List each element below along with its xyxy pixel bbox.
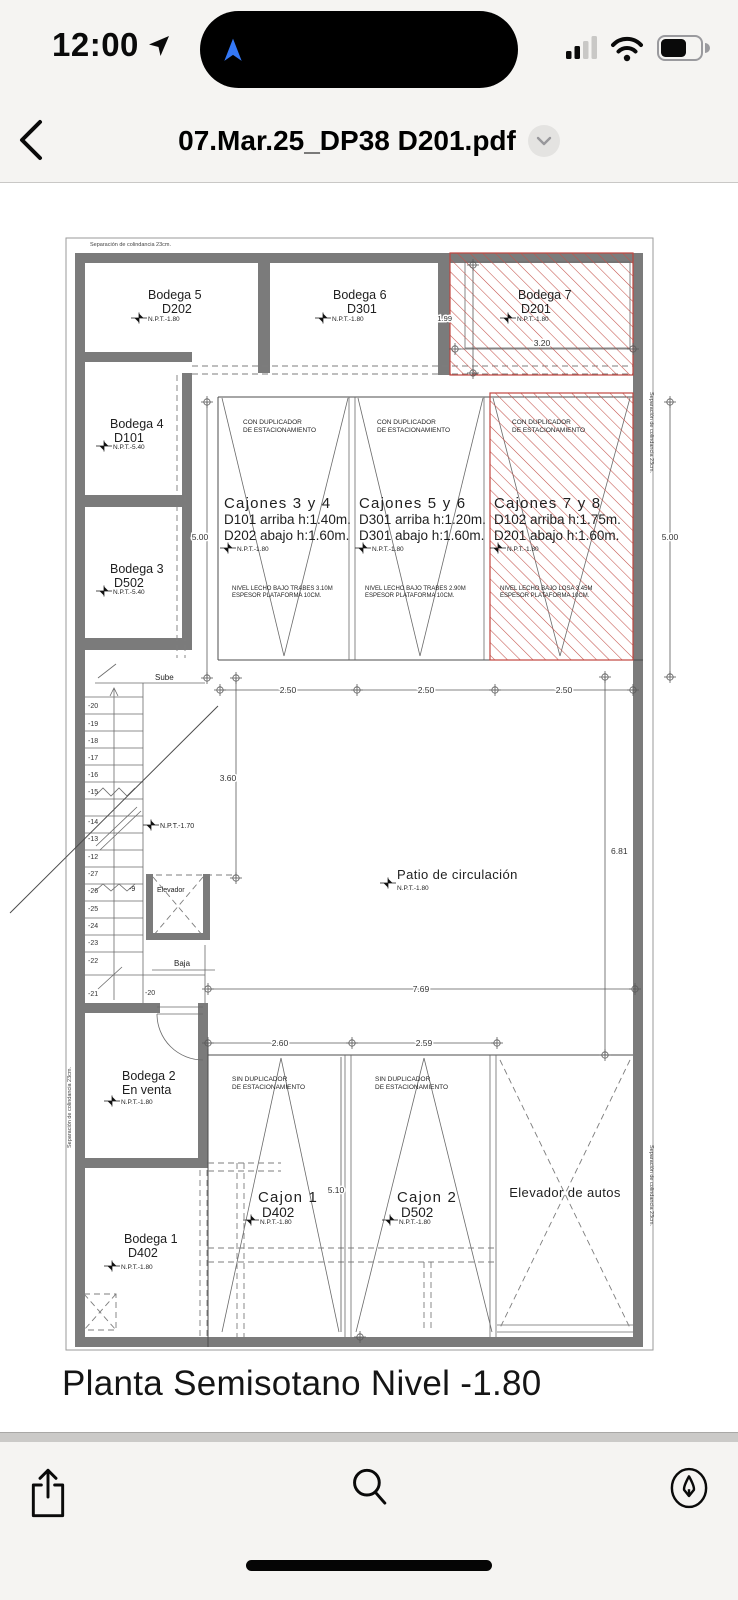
bay-npt: N.P.T.-1.80	[372, 546, 404, 553]
step-number: -19	[88, 721, 99, 728]
bay-level: NIVEL LECHO BAJO LOSA 3.45M	[500, 586, 593, 592]
dynamic-island[interactable]	[200, 11, 518, 88]
bay-note: CON DUPLICADOR	[512, 419, 571, 426]
bay-unit: D502	[401, 1205, 434, 1220]
status-icons	[566, 30, 716, 75]
margin-note-right-lower: Separación de colindancia 23cm.	[648, 1145, 654, 1227]
step-number: -26	[88, 888, 99, 895]
bay-line: D301 arriba h:1.20m.	[359, 512, 486, 527]
battery-icon	[658, 36, 710, 60]
room-unit: D402	[128, 1246, 158, 1260]
step-number: -17	[88, 755, 99, 762]
step-number: -22	[88, 958, 99, 965]
room-label: Bodega 5	[148, 288, 202, 302]
bay-note: DE ESTACIONAMIENTO	[375, 1084, 449, 1091]
step-number: -16	[88, 772, 99, 779]
bay-unit: D402	[262, 1205, 295, 1220]
room-unit: En venta	[122, 1083, 172, 1097]
room-npt: N.P.T.-1.80	[121, 1099, 153, 1106]
wifi-icon	[613, 39, 641, 61]
nav-bar	[0, 100, 738, 183]
step-number: -27	[88, 871, 99, 878]
status-bar	[0, 0, 738, 100]
patio-label: Patio de circulación	[397, 867, 518, 882]
room-npt: N.P.T.-1.80	[517, 316, 549, 323]
room-unit: D202	[162, 302, 192, 316]
step-number: -24	[88, 923, 99, 930]
room-label: Bodega 6	[333, 288, 387, 302]
dim: 5.00	[191, 532, 209, 542]
dim: 2.50	[555, 685, 573, 695]
bay-note: DE ESTACIONAMIENTO	[232, 1084, 306, 1091]
sube-label: Sube	[155, 673, 174, 682]
chevron-down-icon	[535, 134, 553, 148]
bay-line: D202 abajo h:1.60m.	[224, 528, 350, 543]
dim: 1.99	[437, 314, 452, 323]
margin-note-top: Separación de colindancia 23cm.	[90, 242, 172, 248]
bay-npt: N.P.T.-1.80	[260, 1219, 292, 1226]
search-icon	[350, 1466, 390, 1508]
bay-note: DE ESTACIONAMIENTO	[512, 427, 586, 434]
share-button[interactable]	[28, 1466, 68, 1525]
step-number: -23	[88, 940, 99, 947]
step-number: -21	[88, 991, 99, 998]
car-elevator-label: Elevador de autos	[509, 1185, 621, 1200]
bay-npt: N.P.T.-1.80	[507, 546, 539, 553]
location-arrow-icon	[146, 33, 172, 64]
dim: 2.50	[417, 685, 435, 695]
room-npt: N.P.T.-1.80	[332, 316, 364, 323]
dim: 2.59	[415, 1038, 433, 1048]
bay-note: SIN DUPLICADOR	[375, 1076, 431, 1083]
bay-level: ESPESOR PLATAFORMA 10CM.	[232, 593, 322, 599]
baja-label: Baja	[174, 959, 191, 968]
bay-title: Cajon 2	[397, 1189, 458, 1206]
step-number: -20	[145, 990, 156, 997]
share-icon	[28, 1466, 68, 1520]
room-unit: D201	[521, 302, 551, 316]
margin-note-left: Separación de colindancia 23cm.	[67, 1066, 73, 1148]
search-button[interactable]	[350, 1466, 390, 1513]
room-label: Bodega 2	[122, 1069, 176, 1083]
dim: 2.60	[271, 1038, 289, 1048]
room-npt: N.P.T.-1.80	[148, 316, 180, 323]
bay-level: NIVEL LECHO BAJO TRABES 2.90M	[365, 586, 466, 592]
clock: 12:00	[52, 26, 139, 63]
room-label: Bodega 1	[124, 1232, 178, 1246]
room-npt: N.P.T.-5.40	[113, 589, 145, 596]
step-number: -18	[88, 738, 99, 745]
title-menu-button[interactable]	[528, 125, 560, 157]
signal-icon	[566, 36, 597, 59]
bay-level: ESPESOR PLATAFORMA 10CM.	[500, 593, 590, 599]
bay-note: DE ESTACIONAMIENTO	[377, 427, 451, 434]
bay-npt: N.P.T.-1.80	[237, 546, 269, 553]
bay-note: SIN DUPLICADOR	[232, 1076, 288, 1083]
room-label: Bodega 3	[110, 562, 164, 576]
step-number: -14	[88, 819, 99, 826]
bay-note: DE ESTACIONAMIENTO	[243, 427, 317, 434]
step-number: -13	[88, 836, 99, 843]
bottom-toolbar	[0, 1442, 738, 1600]
bay-title: Cajones 3 y 4	[224, 495, 332, 512]
markup-pen-icon	[668, 1466, 710, 1510]
bay-note: CON DUPLICADOR	[377, 419, 436, 426]
room-unit: D101	[114, 431, 144, 445]
patio-npt: N.P.T.-1.80	[397, 885, 429, 892]
dim: 2.50	[279, 685, 297, 695]
level-markers	[96, 313, 516, 1272]
bay-line: D101 arriba h:1.40m.	[224, 512, 351, 527]
step-number: -20	[88, 703, 99, 710]
bay-level: NIVEL LECHO BAJO TRABES 3.10M	[232, 586, 333, 592]
bay-line: D102 arriba h:1.75m.	[494, 512, 621, 527]
bay-title: Cajones 7 y 8	[494, 495, 602, 512]
markup-button[interactable]	[668, 1466, 710, 1515]
navigation-arrow-icon	[220, 37, 246, 63]
room-label: Bodega 7	[518, 288, 572, 302]
bay-npt: N.P.T.-1.80	[399, 1219, 431, 1226]
floor-plan-canvas	[0, 225, 738, 1360]
dim: 5.00	[661, 532, 679, 542]
step-number: -12	[88, 854, 99, 861]
bay-line: D201 abajo h:1.60m.	[494, 528, 620, 543]
bay-title: Cajones 5 y 6	[359, 495, 467, 512]
bay-line: D301 abajo h:1.60m.	[359, 528, 485, 543]
dim: 6.81	[611, 846, 628, 856]
home-indicator[interactable]	[246, 1560, 492, 1571]
room-npt: N.P.T.-5.40	[113, 444, 145, 451]
room-label: Bodega 4	[110, 417, 164, 431]
bay-note: CON DUPLICADOR	[243, 419, 302, 426]
room-unit: D301	[347, 302, 377, 316]
step-number: -15	[88, 789, 99, 796]
room-unit: D502	[114, 576, 144, 590]
bay-title: Cajon 1	[258, 1189, 319, 1206]
stair-npt: N.P.T.-1.70	[160, 823, 195, 830]
bay-level: ESPESOR PLATAFORMA 10CM.	[365, 593, 455, 599]
elevator-label: Elevador	[157, 887, 185, 894]
margin-note-right-upper: Separación de colindancia 23cm.	[648, 392, 654, 474]
dim: 3.20	[533, 338, 551, 348]
dim: 3.60	[219, 773, 237, 783]
dim: 5.10	[327, 1185, 345, 1195]
document-title: 07.Mar.25_DP38 D201.pdf	[178, 125, 516, 156]
step-number: -9	[129, 886, 136, 893]
room-npt: N.P.T.-1.80	[121, 1264, 153, 1271]
dim: 7.69	[412, 984, 430, 994]
plan-caption: Planta Semisotano Nivel -1.80	[62, 1364, 542, 1403]
step-number: -25	[88, 906, 99, 913]
